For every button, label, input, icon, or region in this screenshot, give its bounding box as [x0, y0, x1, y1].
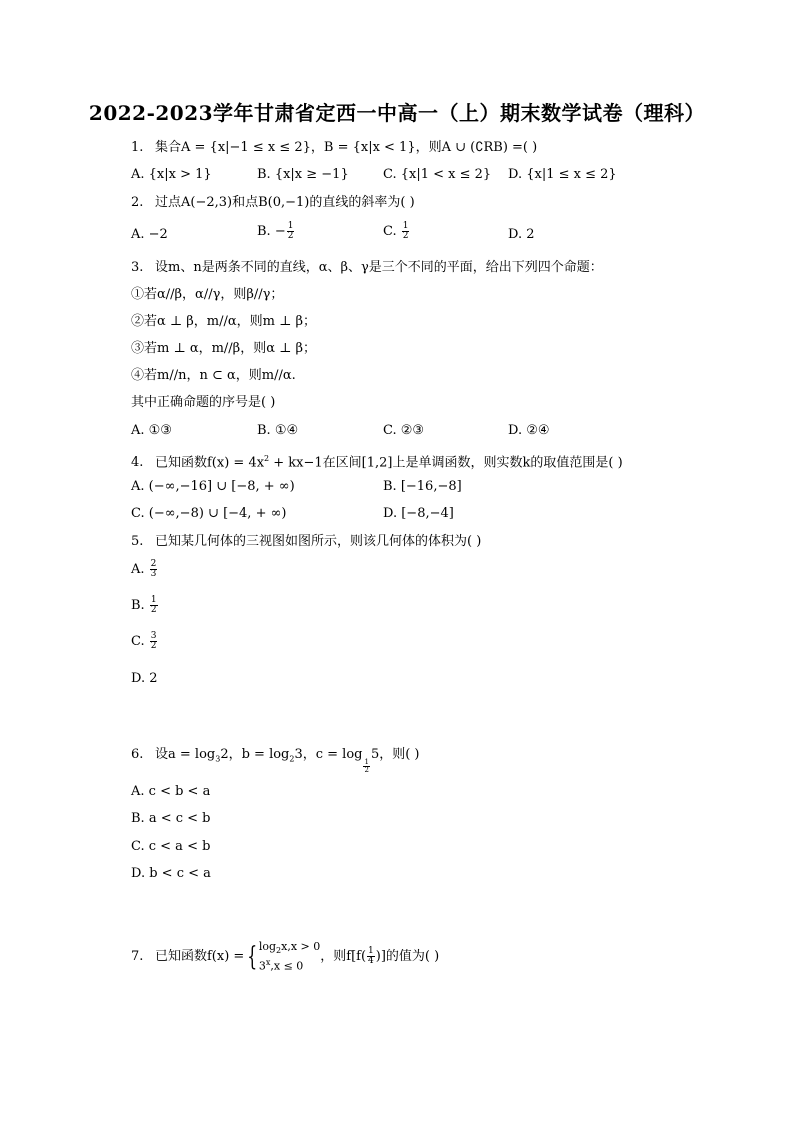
q6-option-a: A. c < b < a: [131, 784, 211, 799]
question-4: 4. 已知函数$f(x) = 4x^2 + kx-1$在区间[1,2]上是单调函数，则实数k的取值范围是( ): [131, 454, 623, 471]
q3-proposition-4: ④若m//n，n ⊂ α，则m//α.: [131, 368, 296, 383]
q4-option-d: D. [−8,−4]: [383, 506, 454, 521]
question-number: 3.: [131, 260, 144, 275]
q2-option-b: B. − $\frac{1}{2}$: [257, 221, 294, 241]
q3-option-a: A. ①③: [131, 423, 172, 438]
q2-option-d: D. 2: [508, 227, 535, 242]
question-number: 7.: [131, 949, 144, 964]
q2-option-a: A. −2: [131, 227, 168, 242]
question-text: 过点A(−2,3)和点B(0,−1)的直线的斜率为( ): [155, 195, 415, 210]
question-number: 5.: [131, 534, 144, 549]
q2-option-c: C. $\frac{1}{2}$: [383, 221, 409, 241]
question-7: 7. 已知函数f(x) = { $\log_2x,x > 0$ $3^x,x \le 0$ ，则f[f( $\frac{1}{4}$ )]的值为( ): [131, 939, 440, 973]
piecewise-brace: { $\log_2x,x > 0$ $3^x,x \le 0$: [247, 939, 321, 973]
question-2: [131, 194, 415, 212]
q6-option-d: D. b < c < a: [131, 866, 211, 881]
q5-option-d: D. 2: [131, 671, 158, 686]
q1-option-a: A. {x|x > 1}: [131, 167, 212, 182]
q3-option-c: C. ②③: [383, 423, 425, 438]
fraction: $\frac{1}{2}$: [150, 595, 157, 615]
question-3: [131, 259, 603, 277]
page-title: 2022-2023学年甘肃省定西一中高一（上）期末数学试卷（理科）: [88, 101, 706, 125]
question-text: 集合A = {x|−1 ≤ x ≤ 2}，B = {x|x < 1}，则A ∪ (∁RB) =( ): [155, 140, 538, 155]
q5-option-b: B. $\frac{1}{2}$: [131, 595, 157, 615]
question-number: 2.: [131, 195, 144, 210]
q3-option-d: D. ②④: [508, 423, 550, 438]
fraction: $\frac{2}{3}$: [150, 559, 157, 579]
q4-option-a: A. (−∞,−16] ∪ [−8, + ∞): [131, 479, 295, 494]
q3-option-b: B. ①④: [257, 423, 299, 438]
q3-proposition-2: ②若α ⊥ β，m//α，则m ⊥ β；: [131, 314, 316, 329]
question-number: 6.: [131, 747, 144, 762]
q3-proposition-1: ①若α//β，α//γ，则β//γ；: [131, 287, 284, 302]
fraction: $\frac{3}{2}$: [150, 631, 157, 651]
q4-option-c: C. (−∞,−8) ∪ [−4, + ∞): [131, 506, 287, 521]
q1-option-d: D. {x|1 ≤ x ≤ 2}: [508, 167, 617, 182]
q3-proposition-3: ③若m ⊥ α，m//β，则α ⊥ β；: [131, 341, 316, 356]
question-5: [131, 533, 481, 551]
question-text: 设m、n是两条不同的直线，α、β、γ是三个不同的平面，给出下列四个命题：: [155, 260, 603, 275]
question-text: 已知某几何体的三视图如图所示，则该几何体的体积为( ): [155, 534, 482, 549]
question-1: [131, 139, 537, 157]
question-number: 4.: [131, 455, 144, 471]
fraction: $\frac{1}{4}$: [368, 946, 374, 966]
q3-ask: 其中正确命题的序号是( ): [131, 395, 276, 410]
q1-option-b: B. {x|x ≥ −1}: [257, 167, 349, 182]
question-6: 6. 设$a = \log_32$，$b = \log_23$，c = log $\frac{1}{2}$ 5，则( ): [131, 747, 420, 774]
q5-option-a: A. $\frac{2}{3}$: [131, 559, 157, 579]
fraction: $\frac{1}{2}$: [287, 221, 294, 241]
q6-option-b: B. a < c < b: [131, 811, 211, 826]
q6-option-c: C. c < a < b: [131, 839, 211, 854]
fraction: $\frac{1}{2}$: [364, 758, 369, 774]
q5-option-c: C. $\frac{3}{2}$: [131, 631, 157, 651]
q1-option-c: C. {x|1 < x ≤ 2}: [383, 167, 492, 182]
q4-option-b: B. [−16,−8]: [383, 479, 462, 494]
question-number: 1.: [131, 140, 144, 155]
fraction: $\frac{1}{2}$: [402, 221, 409, 241]
